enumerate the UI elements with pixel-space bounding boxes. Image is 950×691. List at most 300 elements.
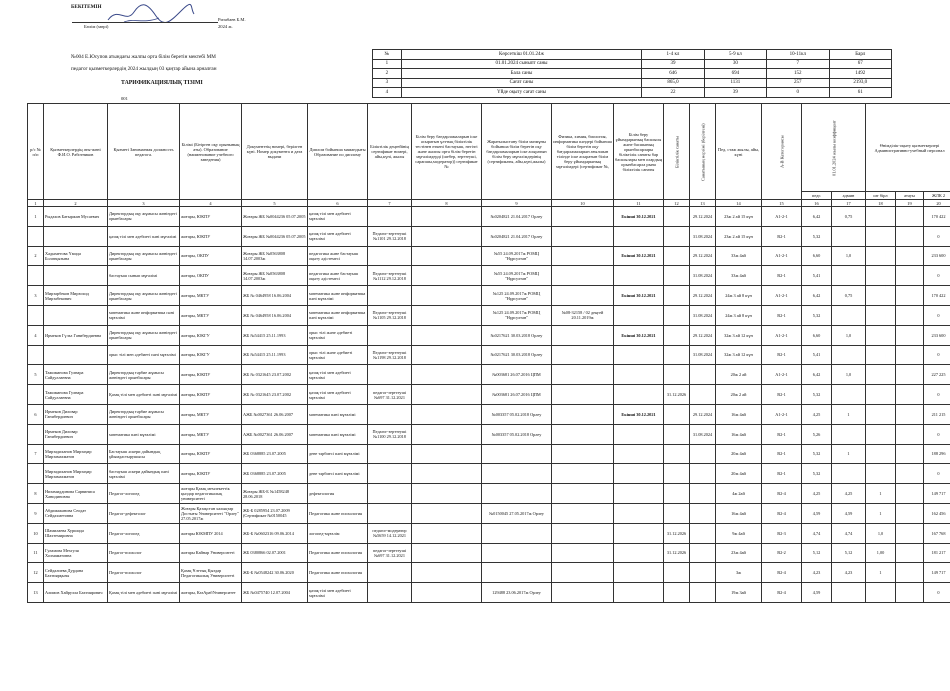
col-header-course2: Жаратылыстану білім мазмұны бойынша білім беретін оқу бағдарламаларын іске асыратын білім беру мұғалімдерінің (сертификаты, айы,күні,жылы) (482, 104, 552, 200)
cell-c4 (614, 365, 664, 385)
cell-n: 1 (28, 207, 44, 227)
cell-c4: Екінші 30.12.2021 (614, 404, 664, 424)
cell-grade: А1-2-1 (762, 365, 802, 385)
cell-cert: Педагог-зерттеуші №1105 29.12.2018 (368, 305, 412, 325)
cell-doc: ЖБ-Б №0548242 30.06.2020 (242, 563, 308, 583)
cell-pos: бастауыш әскери дайындық пәні мұғалімі (108, 464, 180, 484)
cell-date (690, 385, 716, 405)
cell-v3: 167 768 (924, 523, 950, 543)
cell-v2 (866, 464, 896, 484)
signature-line (72, 22, 218, 23)
cell-v3: 0 (924, 305, 950, 325)
cell-exp: 32ж 3 ай 12 күн (716, 325, 762, 345)
cell-v1: 5,12 (832, 543, 866, 563)
cell-c3 (552, 345, 614, 365)
cell-v2 (866, 424, 896, 444)
cell-spec: қазақ тілі мен әдебиеті мұғалімі (308, 226, 368, 246)
col-header-course3: Физика, химия, биология, информатика пәндері бойынша білім беретін оқу бағдарламаларын ағылшын тілінде іске асыратын білім беру ұйымдарының мұғалімдері (сертификат №, (552, 104, 614, 200)
cell-doc: ЖБ 0380866 02.07.2001 (242, 543, 308, 563)
column-number: 19 (896, 200, 924, 207)
cell-date (690, 523, 716, 543)
cell-v1 (832, 266, 866, 286)
cell-spec: Педагогика және психология (308, 563, 368, 583)
summary-header-row (373, 50, 892, 60)
summary-cell: 67 (829, 59, 892, 69)
cell-empty (896, 266, 924, 286)
col-header-num: р/с № п/п (28, 104, 44, 200)
col-header-education: Білімі (Бітірген оқу орынының аты). Образование (наименование учебного заведения) (180, 104, 242, 200)
summary-cell: 2193,0 (829, 78, 892, 88)
cell-coef: 6,42 (802, 207, 832, 227)
cell-name: Абдимажанова Сеодат Сейдахметовна (44, 503, 108, 523)
table-row (28, 503, 950, 523)
table-row (28, 286, 950, 306)
cell-exp: 19ж 3ай (716, 583, 762, 603)
cell-cat (664, 246, 690, 266)
table-row (28, 583, 950, 603)
cell-grade: В2-1 (762, 266, 802, 286)
cell-c3 (552, 444, 614, 464)
summary-cell: Үйде оқыту сағат саны (401, 88, 641, 98)
cell-name: Тажиманова Гулнара Сайдуллаевна (44, 385, 108, 405)
cell-doc: ЖБ-Б 0285954 23.07.2009 (Сертификат №0150045 (242, 503, 308, 523)
cell-cat: 31.12.2026 (664, 385, 690, 405)
table-row (28, 345, 950, 365)
cell-name: Шамилаева Хуршида Шахтемировна (44, 523, 108, 543)
cell-empty (896, 523, 924, 543)
cell-c4 (614, 484, 664, 504)
cell-grade: В2-1 (762, 464, 802, 484)
cell-v2: 1 (866, 503, 896, 523)
cell-c1 (412, 583, 482, 603)
column-number: 9 (482, 200, 552, 207)
cell-c4 (614, 305, 664, 325)
cell-edu: жоғары, ЮКПУ (180, 464, 242, 484)
cell-n (28, 305, 44, 325)
cell-exp: 24ж 3 ай 8 күн (716, 305, 762, 325)
cell-cat (664, 286, 690, 306)
cell-c3 (552, 286, 614, 306)
title-line-2: педагог қызметкерлердің 2024 жылдың 03 қаңтар айына арналған (71, 66, 217, 72)
cell-edu: жоғары, МКТУ (180, 404, 242, 424)
cell-edu: жоғары, ОКПУ (180, 266, 242, 286)
cell-c1 (412, 365, 482, 385)
cell-c3 (552, 325, 614, 345)
cell-c2 (482, 464, 552, 484)
table-row (28, 523, 950, 543)
cell-n (28, 385, 44, 405)
cell-pos: Директордың тәрбие жұмысы жөніндегі орынбасары (108, 404, 180, 424)
cell-cat (664, 464, 690, 484)
cell-n: 5 (28, 365, 44, 385)
cell-v3: 227 225 (924, 365, 950, 385)
cell-spec: қазақ тілі мен әдебиеті мұғалімі (308, 385, 368, 405)
table-row (28, 543, 950, 563)
cell-n: 9 (28, 503, 44, 523)
cell-doc: Жоғары ЖБ №0044236 05.07.2005 (242, 207, 308, 227)
cell-v1: 4,59 (832, 503, 866, 523)
cell-cert: Педагог-зерттеуші №1112 29.12.2018 (368, 266, 412, 286)
cell-v1 (832, 385, 866, 405)
cell-cert (368, 563, 412, 583)
table-row (28, 266, 950, 286)
cell-empty (896, 424, 924, 444)
stamp-caption: Бөлім (мөрі) (84, 24, 109, 29)
cell-empty (896, 444, 924, 464)
column-number: 5 (242, 200, 308, 207)
cell-c3 (552, 226, 614, 246)
cell-cert: педагог-модератор №5659 14.12.2021 (368, 523, 412, 543)
cell-cat (664, 207, 690, 227)
cell-v1 (832, 345, 866, 365)
cell-date: 31.08.2024 (690, 266, 716, 286)
cell-v1: 4,23 (832, 563, 866, 583)
cell-coef: 5,32 (802, 385, 832, 405)
summary-cell: Сағат саны (401, 78, 641, 88)
col-header-cat-date: Санатының мерзімі (берілгені) (690, 104, 716, 200)
col-header-course4: Білім беру ұйымдарының басшысы және басшының орынбасарлары біліктілік санаты бар басшылары мен олардың орынбасарла рына біліктілік санаты (614, 104, 664, 200)
cell-date: 31.08.2024 (690, 305, 716, 325)
cell-exp: 16ж 4ай (716, 424, 762, 444)
cell-cert: Педагог-зерттеуші №1100 29.12.2018 (368, 424, 412, 444)
cell-grade: В2-4 (762, 503, 802, 523)
cell-c1 (412, 226, 482, 246)
cell-c2 (482, 543, 552, 563)
table-row (28, 464, 950, 484)
cell-empty (896, 484, 924, 504)
summary-cell: 4 (373, 88, 402, 98)
cell-exp: 33ж 4ай (716, 266, 762, 286)
cell-empty (896, 503, 924, 523)
cell-v1: 0,75 (832, 286, 866, 306)
cell-coef: 4,74 (802, 523, 832, 543)
col-header-position: Қызметі Занимаемая должность педагога. (108, 104, 180, 200)
cell-v3: 181 217 (924, 543, 950, 563)
cell-cert (368, 246, 412, 266)
cell-edu: жоғары Кайнар Университеті (180, 543, 242, 563)
cell-v1: 1,0 (832, 246, 866, 266)
cell-v3: 170 422 (924, 286, 950, 306)
cell-v2 (866, 345, 896, 365)
cell-name: Мирзадиханов Мирзаҳир Мирзамахматов (44, 444, 108, 464)
cell-cert (368, 444, 412, 464)
table-row (28, 325, 950, 345)
summary-cell: 646 (642, 69, 704, 79)
summary-header-cell: 10-11кл (767, 50, 829, 60)
cell-cat (664, 484, 690, 504)
column-number: 17 (832, 200, 866, 207)
cell-date (690, 503, 716, 523)
cell-v2 (866, 583, 896, 603)
cell-v3: 0 (924, 583, 950, 603)
cell-c4 (614, 563, 664, 583)
cell-cat (664, 583, 690, 603)
cell-c4 (614, 345, 664, 365)
summary-header-cell: № (373, 50, 402, 60)
cell-v3: 233 600 (924, 325, 950, 345)
cell-edu: жоғары, ЮКПУ (180, 385, 242, 405)
table-body (28, 207, 950, 603)
cell-spec: орыс тілі және әдебиеті мұғалімі (308, 325, 368, 345)
cell-spec: математика пәні мұғалімі (308, 404, 368, 424)
cell-exp: 23ж 2 ай 15 күн (716, 226, 762, 246)
cell-date (690, 563, 716, 583)
cell-c3: №08-32158 / 02 деңгей 20.11.2019ж (552, 305, 614, 325)
cell-c1 (412, 503, 482, 523)
table-row (28, 305, 950, 325)
cell-date: 29.12.2024 (690, 325, 716, 345)
summary-cell: 7 (767, 59, 829, 69)
cell-empty (896, 246, 924, 266)
cell-exp: 3ж (716, 563, 762, 583)
cell-cert (368, 365, 412, 385)
summary-header-cell: 1-4 кл (642, 50, 704, 60)
summary-cell: 3 (373, 78, 402, 88)
summary-row (373, 88, 892, 98)
cell-cat: 31.12.2026 (664, 543, 690, 563)
cell-edu: жоғары, ЮКПУ (180, 207, 242, 227)
cell-c1 (412, 424, 482, 444)
cell-c1 (412, 305, 482, 325)
column-number: 18 (866, 200, 896, 207)
cell-cat (664, 226, 690, 246)
cell-cert (368, 503, 412, 523)
cell-doc: ЖБ 0368885 23.07.2005 (242, 444, 308, 464)
cell-v3: 0 (924, 345, 950, 365)
cell-cat (664, 563, 690, 583)
cell-c1 (412, 563, 482, 583)
table-header-row (28, 104, 950, 192)
col-header-cert: Біліктілік деңгейінің сертификат номері, айы,күні, жылы (368, 104, 412, 200)
cell-grade: А1-2-1 (762, 246, 802, 266)
cell-c2: №003357 05.02.2018 Орлеу (482, 424, 552, 444)
cell-c2: №0204821 21.04.2017 Орлеу (482, 226, 552, 246)
cell-name: Сейдалиева Дурдана Бахтиярқызы (44, 563, 108, 583)
cell-empty (896, 286, 924, 306)
cell-c1 (412, 385, 482, 405)
cell-c3 (552, 246, 614, 266)
cell-edu: жоғары, МКТУ (180, 305, 242, 325)
cell-cert: педагог-зерттеуші №697 31.12.2021 (368, 385, 412, 405)
summary-header-cell: Барл (829, 50, 892, 60)
column-number: 2 (44, 200, 108, 207)
summary-cell: 1131 (704, 78, 766, 88)
cell-v1: 4,25 (832, 484, 866, 504)
cell-c3 (552, 365, 614, 385)
cell-empty (896, 563, 924, 583)
summary-cell: 22 (642, 88, 704, 98)
cell-cat (664, 424, 690, 444)
cell-coef: 6,42 (802, 365, 832, 385)
cell-c1 (412, 543, 482, 563)
cell-n: 12 (28, 563, 44, 583)
table-row (28, 424, 950, 444)
cell-exp: 20ж 2 ай (716, 365, 762, 385)
cell-grade: В2-1 (762, 345, 802, 365)
table-row (28, 404, 950, 424)
cell-empty (896, 305, 924, 325)
cell-c2: №55 24.09.2017ж РОМЦ "Нұрсултан" (482, 266, 552, 286)
cell-doc: АЖБ №0027361 26.06.2007 (242, 404, 308, 424)
cell-doc: АЖБ №0027361 26.06.2007 (242, 424, 308, 444)
cell-v1 (832, 464, 866, 484)
cell-edu: жоғары, ОКПУ (180, 246, 242, 266)
cell-c4 (614, 385, 664, 405)
cell-v2 (866, 286, 896, 306)
column-number: 13 (690, 200, 716, 207)
cell-date: 31.08.2024 (690, 424, 716, 444)
cell-edu: жоғары ЮКМПУ 2014 (180, 523, 242, 543)
cell-v3: 162 456 (924, 503, 950, 523)
summary-cell: 865,0 (642, 78, 704, 88)
cell-c3 (552, 207, 614, 227)
cell-coef: 5,32 (802, 444, 832, 464)
cell-cert (368, 583, 412, 603)
cell-coef: 4,59 (802, 503, 832, 523)
cell-name (44, 226, 108, 246)
cell-edu: жоғары, МКТУ (180, 424, 242, 444)
cell-grade: В2-1 (762, 444, 802, 464)
title-line-1: №004 Е.Юсупов атындағы жалпы орта білім беретін мектебі ММ (71, 54, 216, 60)
cell-c4 (614, 464, 664, 484)
cell-exp: 20ж 4ай (716, 464, 762, 484)
cell-n (28, 266, 44, 286)
cell-c4 (614, 424, 664, 444)
subheader-bdl: шт бірл (866, 192, 896, 200)
cell-date: 29.12.2024 (690, 404, 716, 424)
cell-cat (664, 404, 690, 424)
cell-v2 (866, 266, 896, 286)
cell-c2: №003357 05.02.2018 Орлеу (482, 404, 552, 424)
cell-coef: 5,32 (802, 226, 832, 246)
cell-c4 (614, 226, 664, 246)
cell-empty (896, 583, 924, 603)
cell-empty (896, 207, 924, 227)
column-number: 16 (802, 200, 832, 207)
cell-c2: №003681 26.07.2016 ЦПМ (482, 365, 552, 385)
cell-grade: В2-4 (762, 484, 802, 504)
cell-cat (664, 266, 690, 286)
cell-exp: 9ж 4ай (716, 523, 762, 543)
cell-edu: жоғары, ЮКГУ (180, 325, 242, 345)
cell-c1 (412, 444, 482, 464)
col-header-name: Қызметкерлердің аты-жөні Ф.И.О. Работников (44, 104, 108, 200)
col-header-pedexp: Пед. стаж жылы, айы, күні (716, 104, 762, 200)
cell-grade: В2-2 (762, 543, 802, 563)
col-header-specialty: Диплом бойынша мамандығы Образование по диплому (308, 104, 368, 200)
cell-name: Ирмеков Диловар Ганибердиевич (44, 404, 108, 424)
column-number: 8 (412, 200, 482, 207)
cell-coef: 4,25 (802, 404, 832, 424)
cell-c2: №125 24.09.2017ж РОМЦ "Нұрсултан" (482, 286, 552, 306)
table-row (28, 226, 950, 246)
cell-doc: ЖБ № 0321645 23.07.2002 (242, 385, 308, 405)
cell-n: 4 (28, 325, 44, 345)
cell-exp: 20ж 2 ай (716, 385, 762, 405)
cell-c4: Екінші 30.12.2021 (614, 246, 664, 266)
cell-cat: 31.12.2026 (664, 523, 690, 543)
cell-spec: Педагогика және психология (308, 503, 368, 523)
cell-exp: 33ж 4ай (716, 246, 762, 266)
cell-v3: 149 717 (924, 484, 950, 504)
summary-row (373, 78, 892, 88)
cell-cert (368, 325, 412, 345)
cell-spec: дене тәрбиесі пәні мұғалімі (308, 464, 368, 484)
cell-v2 (866, 246, 896, 266)
cell-c3 (552, 563, 614, 583)
cell-name (44, 266, 108, 286)
cell-v2: 1 (866, 484, 896, 504)
cell-c4: Екінші 30.12.2021 (614, 286, 664, 306)
cell-n: 10 (28, 523, 44, 543)
cell-name: Мирзадиханов Мирзаҳир Мирзамахматов (44, 464, 108, 484)
table-row (28, 207, 950, 227)
summary-cell: 39 (642, 59, 704, 69)
subheader-admin: админ (832, 192, 866, 200)
cell-empty (896, 325, 924, 345)
cell-v1: 1,0 (832, 325, 866, 345)
cell-cat (664, 444, 690, 464)
cell-grade: В2-4 (762, 563, 802, 583)
cell-pos: Директордың оқу жұмысы жөніндегі орынбасары (108, 246, 180, 266)
cell-v3: 149 717 (924, 563, 950, 583)
cell-n: 2 (28, 246, 44, 266)
column-number: 11 (614, 200, 664, 207)
cell-c1 (412, 286, 482, 306)
cell-pos: Педагог-дефектолог (108, 503, 180, 523)
col-header-course1: Білім беру бағдарламаларын іске асыратын ұлттық біліктілік тестінен өткені бастауыш, негізгі және жалпы орта білім беретін мұғалімдерді (шебер, зерттеуші, сарапшы,модератор)) сертификат № (412, 104, 482, 200)
title-line-3: ТАРИФИКАЦИЯЛЫҚ ТІЗІМІ (121, 80, 203, 86)
cell-n (28, 424, 44, 444)
cell-cert (368, 286, 412, 306)
cell-edu: жоғары, МКТУ (180, 286, 242, 306)
cell-doc: Жоғары ЖБ-Б №1458248 28.06.2018 (242, 484, 308, 504)
cell-edu: жоғары, ЮКПУ (180, 365, 242, 385)
cell-doc: ЖБ №54415 25.11.1993 (242, 325, 308, 345)
cell-edu: Жоғары Қазақстан халықтар Достығы Университеті "Орлеу" 27.05.2017ж (180, 503, 242, 523)
cell-coef: 5,41 (802, 345, 832, 365)
cell-empty (896, 543, 924, 563)
cell-c2: №125 24.09.2017ж РОМЦ "Нұрсултан" (482, 305, 552, 325)
summary-cell: 1492 (829, 69, 892, 79)
summary-cell: 694 (704, 69, 766, 79)
cell-date (690, 464, 716, 484)
cell-date: 29.12.2024 (690, 246, 716, 266)
cell-v3: 170 422 (924, 207, 950, 227)
cell-edu: жоғары, ЮКГУ (180, 345, 242, 365)
cell-c2: 129488 23.06.2017ж Орлеу (482, 583, 552, 603)
cell-grade: В2-1 (762, 385, 802, 405)
cell-n: 7 (28, 444, 44, 464)
cell-v2 (866, 385, 896, 405)
cell-doc: ЖБ № 0464958 16.06.2004 (242, 305, 308, 325)
cell-v1: 0,75 (832, 207, 866, 227)
table-row (28, 365, 950, 385)
column-number: 14 (716, 200, 762, 207)
cell-pos: математика және информатика пәні мұғалімі (108, 305, 180, 325)
cell-spec: математика және информатика пәні мұғалімі (308, 305, 368, 325)
cell-cert (368, 207, 412, 227)
cell-coef: 6,60 (802, 246, 832, 266)
cell-c3 (552, 543, 614, 563)
cell-name: Хадыметова Үмида Болатқызына (44, 246, 108, 266)
cell-date (690, 583, 716, 603)
cell-c2 (482, 444, 552, 464)
cell-pos: қазақ тілі мен әдебиеті пәні мұғалімі (108, 226, 180, 246)
cell-exp: 4ж 2ай (716, 484, 762, 504)
cell-pos: Педагог-логопед (108, 484, 180, 504)
cell-name: Алимов Хайрулла Бахтиярович (44, 583, 108, 603)
